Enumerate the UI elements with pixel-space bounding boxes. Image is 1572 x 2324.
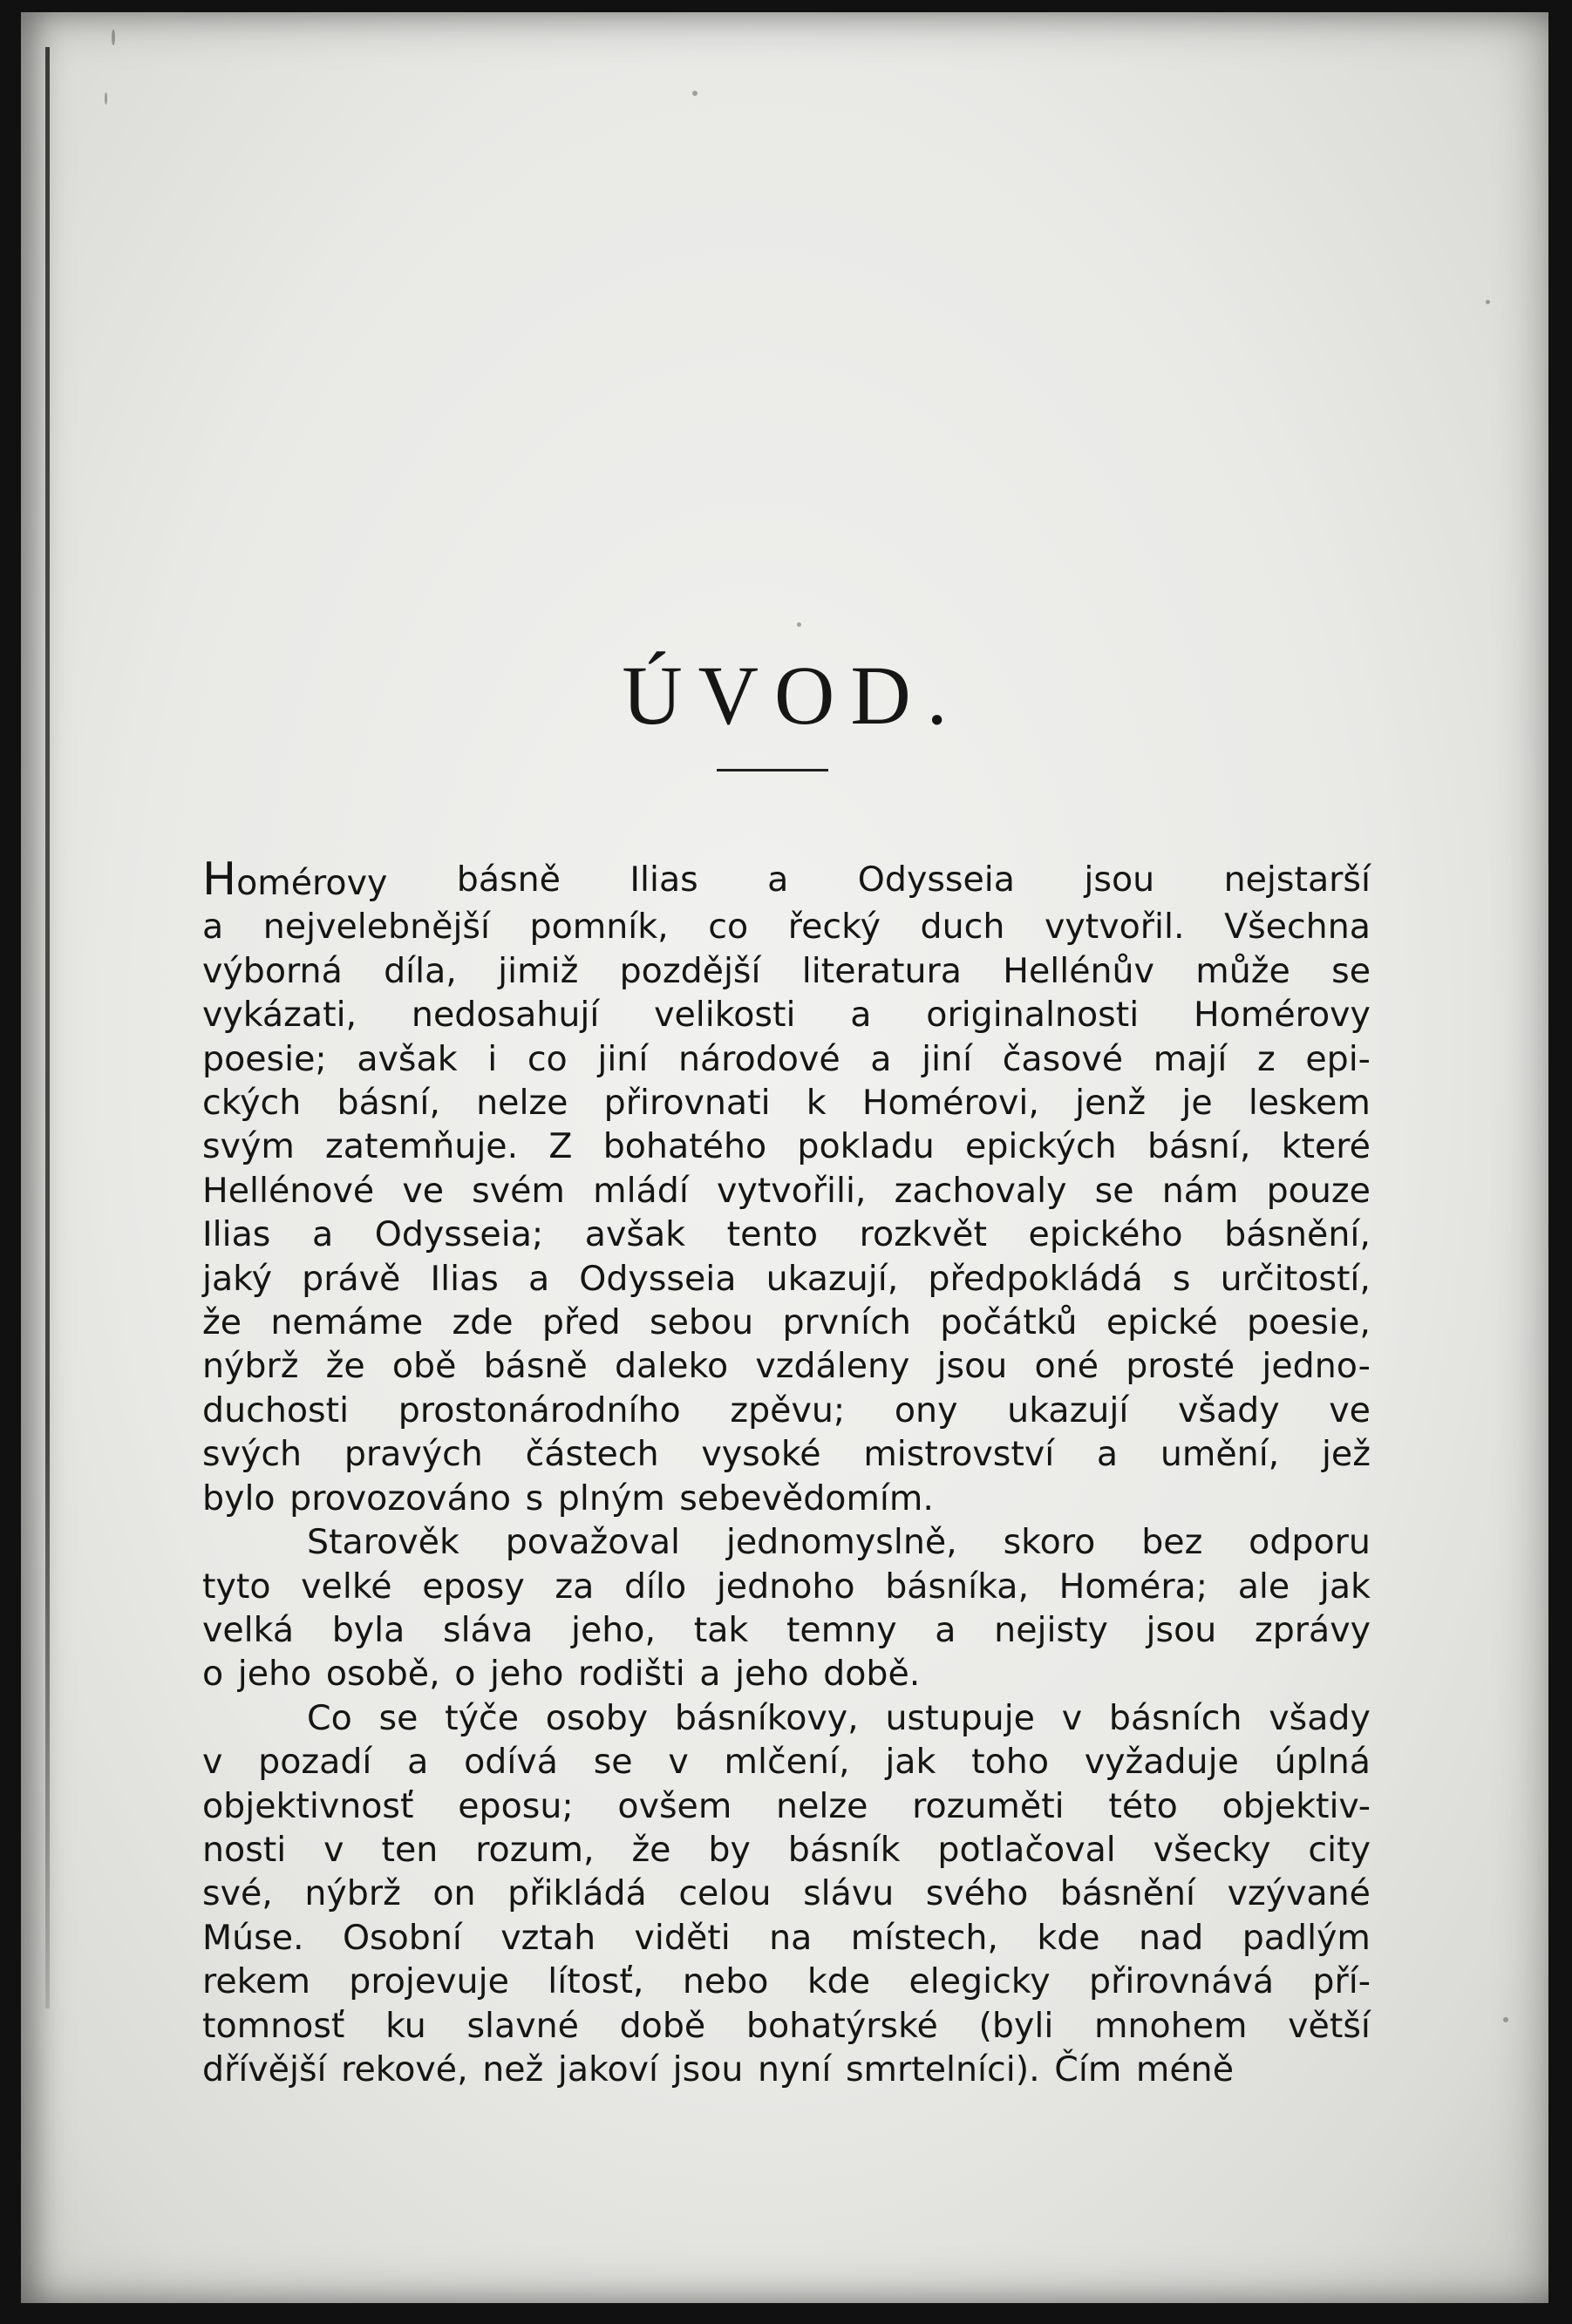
word: s xyxy=(525,1478,544,1519)
word: Osobní xyxy=(342,1917,462,1958)
word: jimiž xyxy=(498,950,579,991)
word: považoval xyxy=(505,1522,680,1563)
word: bylo xyxy=(202,1478,276,1519)
scan-speck xyxy=(112,30,115,45)
word: básníka, xyxy=(885,1566,1030,1607)
word: že xyxy=(631,1829,671,1870)
word: jež xyxy=(1321,1434,1371,1475)
word: Hellénové xyxy=(202,1170,375,1211)
word: by xyxy=(708,1829,751,1870)
word: velké xyxy=(301,1566,392,1607)
word: celou xyxy=(678,1873,772,1914)
text-line xyxy=(202,1389,1371,1432)
word: Odysseia; xyxy=(374,1214,544,1255)
paragraph xyxy=(202,1520,1371,1696)
text-line xyxy=(202,1565,1371,1608)
word: a xyxy=(527,1258,550,1299)
word: pravých xyxy=(344,1434,483,1475)
word: avšak xyxy=(357,1038,458,1079)
text-line xyxy=(202,1344,1371,1388)
word: prostonárodního xyxy=(398,1390,681,1430)
text-line xyxy=(202,1696,1371,1740)
word: Ilias xyxy=(202,1214,271,1255)
word: jednoho xyxy=(716,1566,855,1607)
word: jeho xyxy=(489,1654,564,1695)
word: svých xyxy=(202,1434,303,1475)
word: plným xyxy=(557,1478,665,1519)
word: zatemňuje. xyxy=(325,1126,519,1167)
scan-speck xyxy=(1486,300,1490,304)
text-line xyxy=(202,2004,1371,2048)
word: a xyxy=(407,1742,429,1783)
word: ve xyxy=(1329,1390,1371,1430)
word: místech, xyxy=(850,1917,998,1958)
text-line xyxy=(202,1081,1371,1125)
word: ve xyxy=(402,1170,444,1211)
word: ovšem xyxy=(617,1785,732,1826)
word: Starověk xyxy=(307,1522,459,1563)
word: mají xyxy=(1153,1038,1228,1079)
word: ukazují xyxy=(1007,1390,1129,1430)
drop-initial: H xyxy=(202,853,237,906)
word: objektiv- xyxy=(1222,1785,1371,1826)
text-line xyxy=(202,1520,1371,1564)
scan-speck xyxy=(105,92,107,105)
word: lítosť, xyxy=(548,1961,644,2002)
word: padlým xyxy=(1242,1917,1371,1958)
word: době. xyxy=(823,1654,921,1695)
text-line xyxy=(202,1301,1371,1344)
word: odporu xyxy=(1249,1522,1371,1563)
text-line xyxy=(202,1037,1371,1081)
word: básník xyxy=(787,1829,901,1870)
word: řecký xyxy=(787,907,881,948)
word: může xyxy=(1195,950,1290,991)
word: mnohem xyxy=(1094,2005,1248,2046)
word: prosté xyxy=(1126,1346,1235,1387)
word: Čím xyxy=(1054,2049,1122,2090)
word: nosti xyxy=(202,1829,287,1870)
word: rozuměti xyxy=(912,1785,1065,1826)
word: sebevědomím. xyxy=(679,1478,934,1519)
word: temny xyxy=(786,1609,897,1650)
word: poesie, xyxy=(1246,1302,1371,1343)
text-line xyxy=(202,949,1371,993)
word: Z xyxy=(548,1126,573,1167)
word: viděti xyxy=(634,1917,731,1958)
word: bohatýrské xyxy=(745,2005,938,2046)
word: že xyxy=(325,1346,365,1387)
word: vytvořil. xyxy=(1044,907,1185,948)
word: básní, xyxy=(1147,1126,1251,1167)
text-line xyxy=(202,1960,1371,2003)
word: nejisty xyxy=(994,1609,1108,1650)
word: národové xyxy=(677,1038,840,1079)
word: eposy xyxy=(422,1566,525,1607)
word: v xyxy=(1061,1697,1083,1738)
word: úplná xyxy=(1274,1742,1371,1783)
text-line xyxy=(202,1125,1371,1168)
text-line xyxy=(202,1169,1371,1213)
word: provozováno xyxy=(289,1478,512,1519)
word: všady xyxy=(1269,1697,1371,1738)
word: co xyxy=(527,1038,568,1079)
word: Homérovi, xyxy=(861,1083,1039,1124)
word: prvních xyxy=(782,1302,911,1343)
word: nejstarší xyxy=(1223,860,1371,900)
text-line xyxy=(202,1784,1371,1828)
word: Co xyxy=(307,1697,352,1738)
word: Hellénův xyxy=(1003,950,1154,991)
scan-speck xyxy=(692,91,698,96)
word: slavné xyxy=(466,2005,579,2046)
word: před xyxy=(541,1302,621,1343)
word: ten xyxy=(381,1829,439,1870)
word: svém xyxy=(472,1170,565,1211)
word: objektivnosť xyxy=(202,1785,414,1826)
word: leskem xyxy=(1248,1083,1371,1124)
text-line xyxy=(202,1477,1371,1520)
word: dřívější xyxy=(202,2049,327,2090)
word: dílo xyxy=(623,1566,687,1607)
word: jsou xyxy=(936,1346,1008,1387)
word: básnění, xyxy=(1224,1214,1371,1255)
word: duch xyxy=(920,907,1005,948)
word: a xyxy=(850,995,872,1036)
text-line xyxy=(202,1432,1371,1476)
word: vysoké xyxy=(701,1434,821,1475)
word: elegicky xyxy=(908,1961,1051,2002)
word: a xyxy=(202,907,224,948)
word: nám xyxy=(1161,1170,1239,1211)
word: pozadí xyxy=(258,1742,372,1783)
word: tyto xyxy=(202,1566,271,1607)
paragraph xyxy=(202,853,1371,1520)
word: kde xyxy=(1037,1917,1100,1958)
word: Ilias xyxy=(430,1258,499,1299)
word: ukazují, xyxy=(766,1258,899,1299)
word: na xyxy=(769,1917,813,1958)
word: částech xyxy=(525,1434,659,1475)
word: sláva xyxy=(443,1609,534,1650)
word: epických xyxy=(965,1126,1117,1167)
word: literatura xyxy=(801,950,962,991)
word: rozum, xyxy=(475,1829,595,1870)
word: a xyxy=(311,1214,334,1255)
text-line xyxy=(202,1608,1371,1652)
word: toho xyxy=(971,1742,1050,1783)
word: slávu xyxy=(803,1873,895,1914)
word: předpokládá xyxy=(928,1258,1143,1299)
word: pouze xyxy=(1266,1170,1371,1211)
word: ckých xyxy=(202,1083,302,1124)
word: daleko xyxy=(614,1346,729,1387)
word: době xyxy=(619,2005,706,2046)
word: v xyxy=(323,1829,344,1870)
word: Homérovy xyxy=(202,853,388,906)
word: přikládá xyxy=(507,1873,647,1914)
word: jeho xyxy=(735,1654,809,1695)
word: bez xyxy=(1141,1522,1203,1563)
word: jak xyxy=(885,1742,936,1783)
word: v xyxy=(202,1742,223,1783)
word: se xyxy=(1094,1170,1134,1211)
word: básních xyxy=(1108,1697,1242,1738)
word: a xyxy=(935,1609,956,1650)
word: díla, xyxy=(384,950,457,991)
word: nebo xyxy=(682,1961,769,2002)
word: právě xyxy=(302,1258,401,1299)
word: (byli xyxy=(978,2005,1054,2046)
text-line xyxy=(202,993,1371,1036)
word: nýbrž xyxy=(304,1873,401,1914)
word: Homérovy xyxy=(1193,995,1371,1036)
word: rodišti xyxy=(578,1654,685,1695)
word: větší xyxy=(1288,2005,1371,2046)
word: mistrovství xyxy=(863,1434,1055,1475)
word: kde xyxy=(806,1961,871,2002)
word: se xyxy=(378,1697,419,1738)
word: nelze xyxy=(476,1083,568,1124)
word: jaký xyxy=(202,1258,273,1299)
word: jakoví xyxy=(557,2049,659,2090)
word: svým xyxy=(202,1126,295,1167)
word: tomnosť xyxy=(202,2005,345,2046)
text-line xyxy=(202,1828,1371,1872)
word: přirovnává xyxy=(1089,1961,1275,2002)
word: skoro xyxy=(1003,1522,1096,1563)
word: ustupuje xyxy=(885,1697,1035,1738)
word: této xyxy=(1108,1785,1178,1826)
word: jednomyslně, xyxy=(725,1522,957,1563)
word: nejvelebnější xyxy=(262,907,490,948)
word: Homéra; xyxy=(1058,1566,1208,1607)
text-line xyxy=(202,853,1371,906)
binding-shadow xyxy=(45,47,50,2008)
word: jsou xyxy=(1146,1609,1217,1650)
word: básníkovy, xyxy=(674,1697,859,1738)
word: méně xyxy=(1135,2049,1235,2090)
word: o xyxy=(454,1654,476,1695)
word: rekem xyxy=(202,1961,310,2002)
word: mlčení, xyxy=(724,1742,850,1783)
word: tak xyxy=(693,1609,749,1650)
text-line xyxy=(202,2048,1371,2091)
word: že xyxy=(202,1302,242,1343)
text-line xyxy=(202,1257,1371,1301)
word: epi- xyxy=(1305,1038,1371,1079)
word: a xyxy=(870,1038,892,1079)
word: vztah xyxy=(500,1917,596,1958)
word: Múse. xyxy=(202,1917,304,1958)
word: vzývané xyxy=(1227,1873,1371,1914)
word: o xyxy=(202,1654,224,1695)
word: pokladu xyxy=(797,1126,935,1167)
word: bohatého xyxy=(602,1126,767,1167)
word: zde xyxy=(452,1302,514,1343)
word: rozkvět xyxy=(859,1214,987,1255)
word: určitostí, xyxy=(1220,1258,1371,1299)
word: a xyxy=(699,1654,721,1695)
word: potlačoval xyxy=(937,1829,1116,1870)
word: svého xyxy=(925,1873,1029,1914)
word: jeho, xyxy=(571,1609,657,1650)
text-line xyxy=(202,905,1371,948)
body-text xyxy=(202,853,1371,2091)
word: básně xyxy=(483,1346,588,1387)
word: časové xyxy=(1002,1038,1124,1079)
word: výborná xyxy=(202,950,343,991)
word: vzdáleny xyxy=(755,1346,910,1387)
word: Odysseia xyxy=(579,1258,737,1299)
word: které xyxy=(1281,1126,1371,1167)
word: on xyxy=(432,1873,476,1914)
word: osoby xyxy=(545,1697,649,1738)
word: Odysseia xyxy=(857,860,1015,900)
book-page xyxy=(21,12,1548,2303)
word: všady xyxy=(1177,1390,1280,1430)
word: počátků xyxy=(940,1302,1078,1343)
word: odívá xyxy=(464,1742,558,1783)
word: je xyxy=(1181,1083,1213,1124)
word: se xyxy=(1331,950,1371,991)
word: se xyxy=(593,1742,633,1783)
word: vytvořili, xyxy=(716,1170,867,1211)
word: ku xyxy=(385,2005,426,2046)
word: avšak xyxy=(584,1214,686,1255)
word: jiní xyxy=(597,1038,649,1079)
word: velká xyxy=(202,1609,295,1650)
word: jeho xyxy=(237,1654,312,1695)
text-line xyxy=(202,1740,1371,1784)
word: ale xyxy=(1237,1566,1290,1607)
word: nedosahují xyxy=(411,995,600,1036)
word: obě xyxy=(391,1346,457,1387)
word: nelze xyxy=(776,1785,868,1826)
word: velikosti xyxy=(654,995,796,1036)
word: přirovnati xyxy=(603,1083,771,1124)
word: vykázati, xyxy=(202,995,357,1036)
page-title: ÚVOD. xyxy=(622,649,963,742)
word: epického xyxy=(1028,1214,1183,1255)
word: a xyxy=(767,860,789,900)
word: básnění xyxy=(1059,1873,1196,1914)
word: vyžaduje xyxy=(1084,1742,1239,1783)
word: poesie; xyxy=(202,1038,327,1079)
word: v xyxy=(668,1742,689,1783)
word: nyní xyxy=(757,2049,832,2090)
text-line xyxy=(202,1652,1371,1695)
word: Ilias xyxy=(629,860,698,900)
word: a xyxy=(1096,1434,1119,1475)
word: pozdější xyxy=(619,950,761,991)
word: nad xyxy=(1139,1917,1204,1958)
word: mládí xyxy=(593,1170,689,1211)
text-line xyxy=(202,1916,1371,1960)
word: byla xyxy=(331,1609,405,1650)
word: co xyxy=(708,907,749,948)
word: jenž xyxy=(1075,1083,1147,1124)
word: zpěvu; xyxy=(730,1390,846,1430)
word: osobě, xyxy=(325,1654,440,1695)
word: pomník, xyxy=(529,907,669,948)
word: rekové, xyxy=(341,2049,468,2090)
word: s xyxy=(1172,1258,1191,1299)
paragraph xyxy=(202,1696,1371,2092)
word: z xyxy=(1256,1038,1276,1079)
word: jsou xyxy=(672,2049,744,2090)
word: Všechna xyxy=(1224,907,1371,948)
word: umění, xyxy=(1160,1434,1280,1475)
text-line xyxy=(202,1213,1371,1256)
title-divider xyxy=(717,769,828,771)
word: své, xyxy=(202,1873,273,1914)
scan-speck xyxy=(797,622,801,627)
word: jsou xyxy=(1084,860,1155,900)
word: všecky xyxy=(1153,1829,1271,1870)
word: jak xyxy=(1319,1566,1371,1607)
word: originalnosti xyxy=(926,995,1140,1036)
word: zprávy xyxy=(1254,1609,1371,1650)
word: nýbrž xyxy=(202,1346,299,1387)
word: pří- xyxy=(1312,1961,1371,2002)
word: jiní xyxy=(922,1038,973,1079)
word: eposu; xyxy=(458,1785,574,1826)
word: tento xyxy=(726,1214,819,1255)
word: sebou xyxy=(649,1302,754,1343)
word: epické xyxy=(1106,1302,1218,1343)
word: city xyxy=(1308,1829,1371,1870)
word: týče xyxy=(445,1697,520,1738)
word: za xyxy=(555,1566,595,1607)
word: než xyxy=(482,2049,544,2090)
word: zachovaly xyxy=(894,1170,1067,1211)
text-line xyxy=(202,1872,1371,1915)
scan-speck xyxy=(1503,2017,1508,2022)
word: k xyxy=(806,1083,827,1124)
word: jedno- xyxy=(1262,1346,1371,1387)
word: smrtelníci). xyxy=(845,2049,1040,2090)
word: i xyxy=(487,1038,498,1079)
word: básně xyxy=(456,860,561,900)
word: oné xyxy=(1034,1346,1099,1387)
word: nemáme xyxy=(270,1302,424,1343)
word: projevuje xyxy=(349,1961,509,2002)
word: básní, xyxy=(337,1083,440,1124)
word: ony xyxy=(894,1390,958,1430)
word: duchosti xyxy=(202,1390,350,1430)
